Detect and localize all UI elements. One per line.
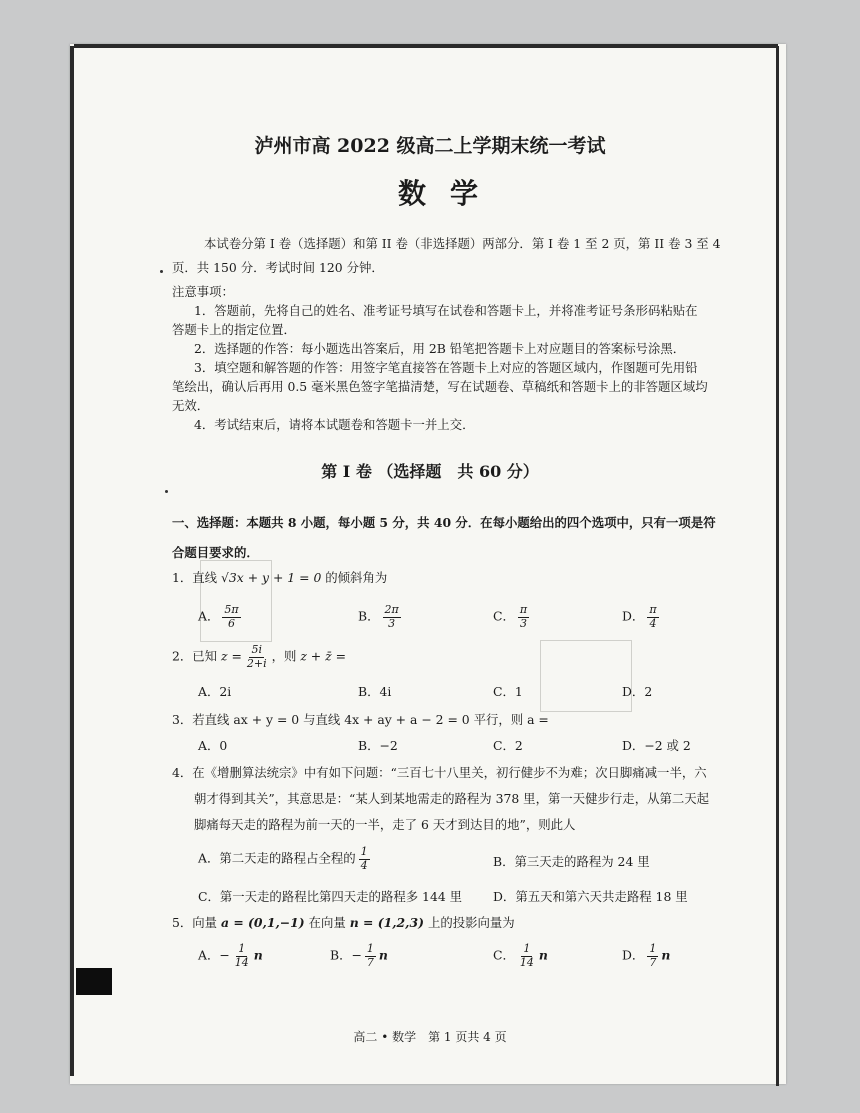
fraction-numerator: 2π [384,603,399,616]
fraction-numerator: 1 [238,942,246,955]
fraction-numerator: 5i [251,643,262,656]
question-3-option-c: C．2 [493,738,523,753]
option-sign: − [351,947,362,963]
question-2-tail: z + z̄ = [300,648,346,664]
black-scan-mark [76,968,112,995]
question-5-mid: 在向量 [308,915,346,930]
notice-item-2: 2．选择题的作答：每小题选出答案后，用 2B 铅笔把答题卡上对应题目的答案标号涂黑． [194,341,686,356]
section-title: 第 I 卷 （选择题 共 60 分） [321,462,539,481]
question-1-option-b [358,604,404,630]
fraction-numerator: 1 [649,942,657,955]
question-2-option-a: A．2i [198,684,232,699]
fraction-denominator: 3 [519,616,527,630]
subject-title: 数学 [397,177,502,210]
notice-item-4: 4．考试结束后，请将本试题卷和答题卡一并上交． [194,417,475,432]
fraction-denominator: 4 [649,616,657,630]
fraction [245,644,269,670]
option-text: A．第二天走的路程占全程的 [198,850,356,866]
question-4-option-d: D．第五天和第六天共走路程 18 里 [493,889,688,904]
question-2-stem [172,644,346,670]
option-label: D． [622,947,645,963]
page-footer: 高二 • 数学 第 1 页共 4 页 [353,1030,507,1044]
question-5-suffix: 上的投影向量为 [427,915,515,930]
fraction [365,943,376,969]
question-2-option-d: D．2 [622,684,653,699]
question-3-option-d: D．−2 或 2 [622,738,691,753]
question-3-option-a: A．0 [198,738,228,753]
fraction-denominator: 7 [649,955,657,969]
fraction-numerator: π [649,603,657,616]
option-vector: n [253,947,263,963]
question-5-option-c [493,943,548,969]
question-1-stem [172,572,387,584]
section-instruction-line-2: 合题目要求的． [172,545,259,560]
question-2-option-b: B．4i [358,684,392,699]
option-vector: n [538,947,548,963]
question-4-line-2: 朝才得到其关”，其意思是：“某人到某地需走的路程为 378 里，第一天健步行走，从第二天起 [194,791,710,806]
notice-item-3-line-2: 笔绘出，确认后再用 0.5 毫米黑色签字笔描清楚，写在试题卷、草稿纸和答题卡上的非答题区域均 [172,379,708,394]
option-label: C． [493,947,515,963]
question-4-line-1: 4．在《增删算法统宗》中有如下问题：“三百七十八里关，初行健步不为难；次日脚痛减一半，六 [172,765,707,780]
fraction [518,943,536,969]
option-sign: − [219,947,230,963]
fraction [359,846,370,872]
question-3-stem: 3．若直线 ax + y = 0 与直线 4x + ay + a − 2 = 0 平行，则 a = [172,712,549,727]
section-instruction-line-1: 一、选择题：本题共 8 小题，每小题 5 分，共 40 分．在每小题给出的四个选项中，只有一项是符 [172,515,716,530]
question-2-option-c: C．1 [493,684,523,699]
intro-line-2: 页．共 150 分．考试时间 120 分钟． [172,260,384,275]
fraction-denominator: 14 [234,955,249,969]
question-5-prefix: 5．向量 [172,915,218,930]
fraction-numerator: 5π [224,603,239,616]
option-label: B． [358,608,380,624]
question-1-option-c [493,604,532,630]
question-5-option-d [622,943,670,969]
fraction-denominator: 6 [227,616,235,630]
question-5-option-b [330,943,388,969]
option-vector: n [661,947,671,963]
bleed-through-figure [540,640,632,712]
fraction-denominator: 4 [360,858,368,872]
question-1-option-d [622,604,662,630]
question-2-prefix: 2．已知 [172,648,218,664]
fraction-denominator: 14 [519,955,534,969]
question-4-line-3: 脚痛每天走的路程为前一天的一半，走了 6 天才到达目的地”，则此人 [194,817,576,832]
notice-item-3-line-1: 3．填空题和解答题的作答：用签字笔直接答在答题卡上对应的答题区域内，作图题可先用铅 [194,360,698,375]
fraction-denominator: 2+i [246,656,267,670]
question-4-option-b: B．第三天走的路程为 24 里 [493,854,650,869]
option-label: D． [622,608,645,624]
notice-item-1-line-1: 1．答题前，先将自己的姓名、准考证号填写在试卷和答题卡上，并将准考证号条形码粘贴在 [194,303,698,318]
fraction [647,604,658,630]
option-vector: n [378,947,388,963]
option-label: B． [330,947,352,963]
fraction-denominator: 3 [388,616,396,630]
notice-item-3-line-3: 无效． [172,398,210,413]
question-1-suffix: 的倾斜角为 [325,570,388,585]
option-label: A． [198,608,220,624]
question-2-lhs: z = [221,648,242,664]
option-label: A． [198,947,220,963]
scan-speck [165,490,168,493]
notice-heading: 注意事项： [172,284,234,299]
scan-speck [160,270,163,273]
fraction-numerator: 1 [523,942,531,955]
question-4-option-a [198,846,373,872]
question-1-prefix: 1．直线 [172,570,218,585]
question-2-mid: ，则 [271,648,297,664]
fraction [222,604,240,630]
question-5-option-a [198,943,263,969]
fraction-numerator: 1 [360,845,368,858]
fraction [233,943,251,969]
vector-n: n = (1,2,3) [349,915,424,930]
question-1-equation: √3x + y + 1 = 0 [221,570,322,585]
question-3-option-b: B．−2 [358,738,398,753]
exam-title: 泸州市高 2022 级高二上学期末统一考试 [254,135,606,157]
question-4-option-c: C．第一天走的路程比第四天走的路程多 144 里 [198,889,463,904]
fraction [383,604,401,630]
intro-line-1: 本试卷分第 I 卷（选择题）和第 II 卷（非选择题）两部分．第 I 卷 1 至 2 页，第 II 卷 3 至 4 [204,236,721,251]
fraction [647,943,658,969]
fraction [518,604,529,630]
fraction-numerator: 1 [366,942,374,955]
notice-item-1-line-2: 答题卡上的指定位置． [172,322,296,337]
question-5-stem [172,917,515,929]
fraction-denominator: 7 [366,955,374,969]
question-1-option-a [198,604,244,630]
fraction-numerator: π [519,603,528,616]
option-label: C． [493,608,515,624]
vector-a: a = (0,1,−1) [221,915,305,930]
paper-edge-top [74,44,778,48]
